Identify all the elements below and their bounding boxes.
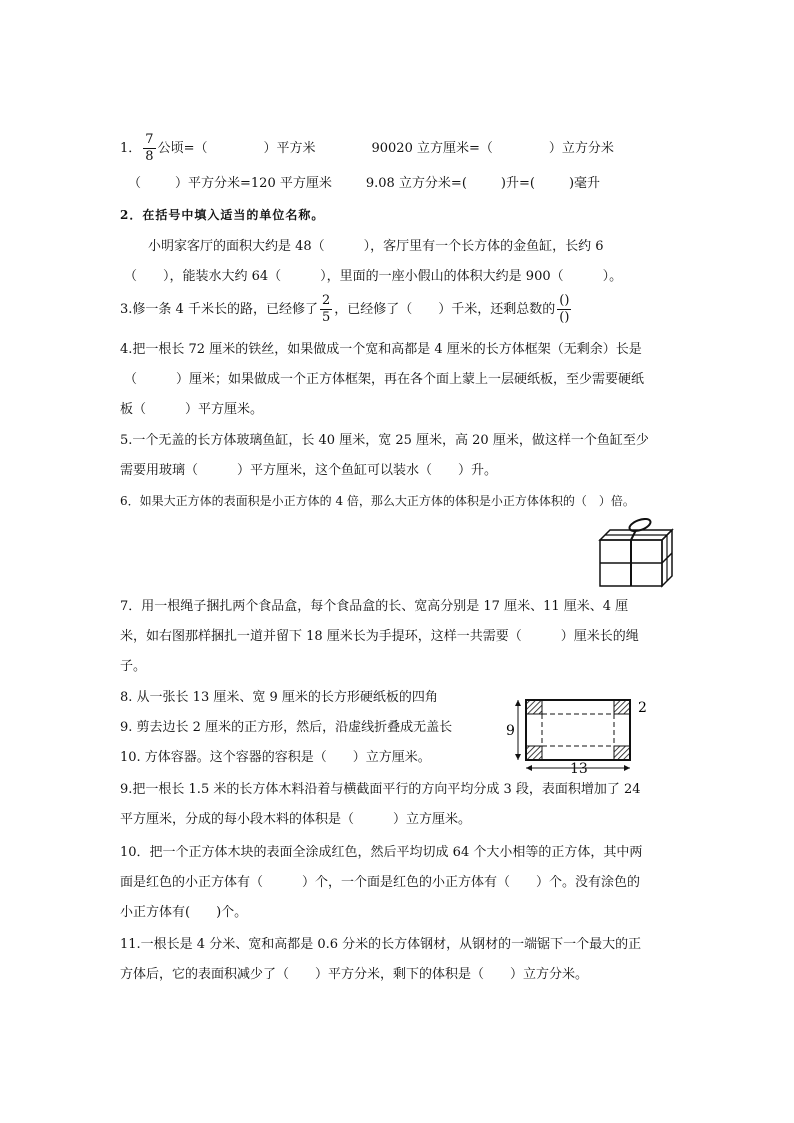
q7-line1: 7．用一根绳子捆扎两个食品盒，每个食品盒的长、宽高分别是 17 厘米、11 厘米、4 厘 [120,599,629,614]
corner-square [614,746,630,760]
q4-line2: （ ）厘米；如果做成一个正方体框架，再在各个面上蒙上一层硬纸板，至少需要硬纸 [124,372,645,387]
width-label: 13 [570,761,588,776]
height-label: 9 [506,723,515,739]
q9-line1: 9.把一根长 1.5 米的长方体木料沿着与横截面平行的方向平均分成 3 段，表面积增加了 24 [120,782,641,797]
q1-number: 1． [120,141,142,156]
q1-fraction: $\frac{7}{8}$ [145,132,154,164]
q8-line3: 10. 方体容器。这个容器的容积是（ ）立方厘米。 [120,750,431,765]
q11-line2: 方体后，它的表面积减少了（ ）平方分米，剩下的体积是（ ）立方分米。 [120,967,589,982]
q2-title: 2．在括号中填入适当的单位名称。 [120,208,325,222]
q1-line1: 1． $\frac{7}{8}$ 公顷=（ ）平方米 90020 立方厘米=（ ）立方分米 [120,132,614,164]
q8-line1: 8. 从一张长 13 厘米、宽 9 厘米的长方形硬纸板的四角 [120,690,438,705]
gift-box-figure [596,518,678,590]
q10-line1: 10．把一个正方体木块的表面全涂成红色，然后平均切成 64 个大小相等的正方体，其中两 [120,845,643,860]
q7-line2: 米，如右图那样捆扎一道并留下 18 厘米长为手提环，这样一共需要（ ）厘米长的绳 [120,629,639,644]
q4-line3: 板（ ）平方厘米。 [120,402,264,417]
q3-fraction: $\frac{2}{5}$ [321,293,331,325]
q9-line2: 平方厘米，分成的每小段木料的体积是（ ）立方厘米。 [120,812,472,827]
corner-square [614,700,630,714]
q3-line: 3.修一条 4 千米长的路，已经修了 $\frac{2}{5}$ ，已经修了（ ）千米，还剩总数的 $\frac{()}{()}$ [120,293,570,325]
q7-line3: 子。 [120,659,147,674]
q10-line3: 小正方体有( )个。 [120,905,248,920]
q2-line1: 小明家客厅的面积大约是 48（ ），客厅里有一个长方体的金鱼缸，长约 6 [148,239,604,254]
q10-line2: 面是红色的小正方体有（ ）个，一个面是红色的小正方体有（ ）个。没有涂色的 [120,875,641,890]
q5-line2: 需要用玻璃（ ）平方厘米，这个鱼缸可以装水（ ）升。 [120,463,498,478]
corner-square [526,700,542,714]
fold-lines [542,714,614,746]
cardboard-figure [496,694,666,776]
q6-line1: 6．如果大正方体的表面积是小正方体的 4 倍，那么大正方体的体积是小正方体体积的（ ）倍。 [120,494,635,508]
q1-line2: （ ）平方分米=120 平方厘米 9.08 立方分米=( )升=( )毫升 [128,176,601,191]
q11-line1: 11.一根长是 4 分米、宽和高都是 0.6 分米的长方体钢材，从钢材的一端锯下一个最大的正 [120,937,642,952]
corner-size-label: 2 [638,700,647,716]
q5-line1: 5.一个无盖的长方体玻璃鱼缸，长 40 厘米，宽 25 厘米，高 20 厘米，做这样一个鱼缸至少 [120,433,649,448]
corner-square [526,746,542,760]
q4-line1: 4.把一根长 72 厘米的铁丝，如果做成一个宽和高都是 4 厘米的长方体框架（无剩余）长是 [120,342,642,357]
q8-line2: 9. 剪去边长 2 厘米的正方形，然后，沿虚线折叠成无盖长 [120,720,453,735]
q3-blank-fraction: $\frac{()}{()}$ [559,293,570,325]
rope-handle-loop [628,518,652,533]
q2-line2: （ ），能装水大约 64（ ），里面的一座小假山的体积大约是 900（ ）。 [124,269,623,284]
